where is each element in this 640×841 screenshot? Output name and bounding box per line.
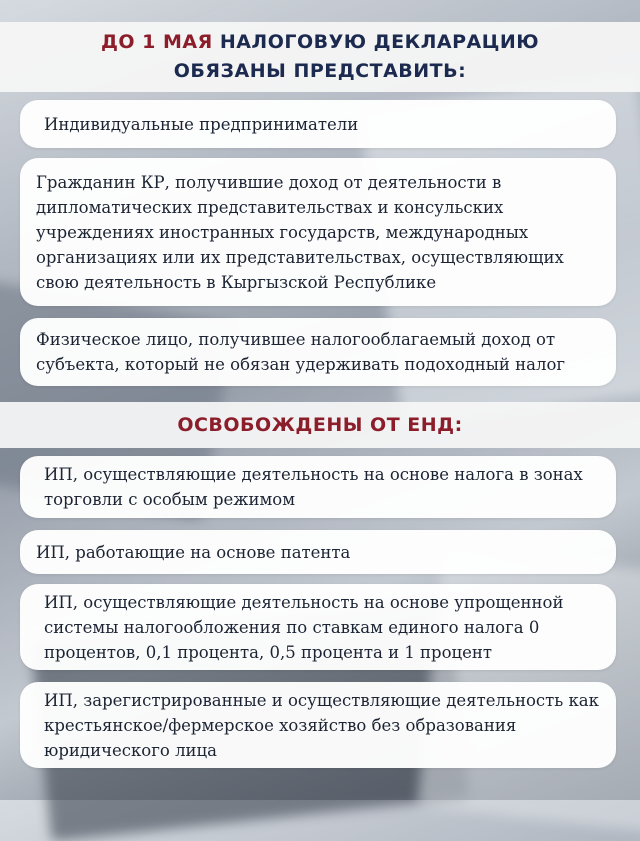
deadline-highlight: ДО 1 МАЯ — [100, 31, 213, 53]
obliged-item-text: Физическое лицо, получившее налогооблагаемый доход от субъекта, который не обязан удерживать подоходный налог — [36, 330, 566, 374]
exempt-item-text: ИП, работающие на основе патента — [36, 542, 351, 562]
exempt-item-1 — [20, 456, 616, 518]
header-line-2: ОБЯЗАНЫ ПРЕДСТАВИТЬ: — [173, 60, 467, 82]
exempt-item-3 — [20, 584, 616, 670]
obliged-item-2 — [20, 158, 616, 306]
header-line-1-rest: НАЛОГОВУЮ ДЕКЛАРАЦИЮ — [212, 31, 540, 53]
exempt-item-text: ИП, зарегистрированные и осуществляющие деятельность как крестьянское/фермерское хозяйство без образования юридического лица — [44, 690, 599, 760]
exempt-item-2 — [20, 530, 616, 574]
exempt-item-4 — [20, 682, 616, 768]
header-line-1 — [101, 28, 539, 57]
obliged-item-1 — [20, 100, 616, 148]
obliged-item-text: Индивидуальные предприниматели — [44, 114, 359, 134]
exempt-item-text: ИП, осуществляющие деятельность на основе упрощенной системы налогообложения по ставкам единого налога 0 процентов, 0,1 процента, 0,5 процента и 1 процент — [44, 592, 564, 662]
obliged-item-text: Гражданин КР, получившие доход от деятельности в дипломатических представительствах и консульских учреждениях иностранных государств, международных организациях или их представительствах, осуществляющих свою деятельность в Кыргызской Республике — [36, 172, 564, 292]
exempt-banner — [0, 402, 640, 448]
obliged-item-3 — [20, 318, 616, 386]
header-banner — [0, 22, 640, 92]
exempt-item-text: ИП, осуществляющие деятельность на основе налога в зонах торговли с особым режимом — [44, 465, 583, 509]
exempt-title: ОСВОБОЖДЕНЫ ОТ ЕНД: — [177, 413, 463, 436]
